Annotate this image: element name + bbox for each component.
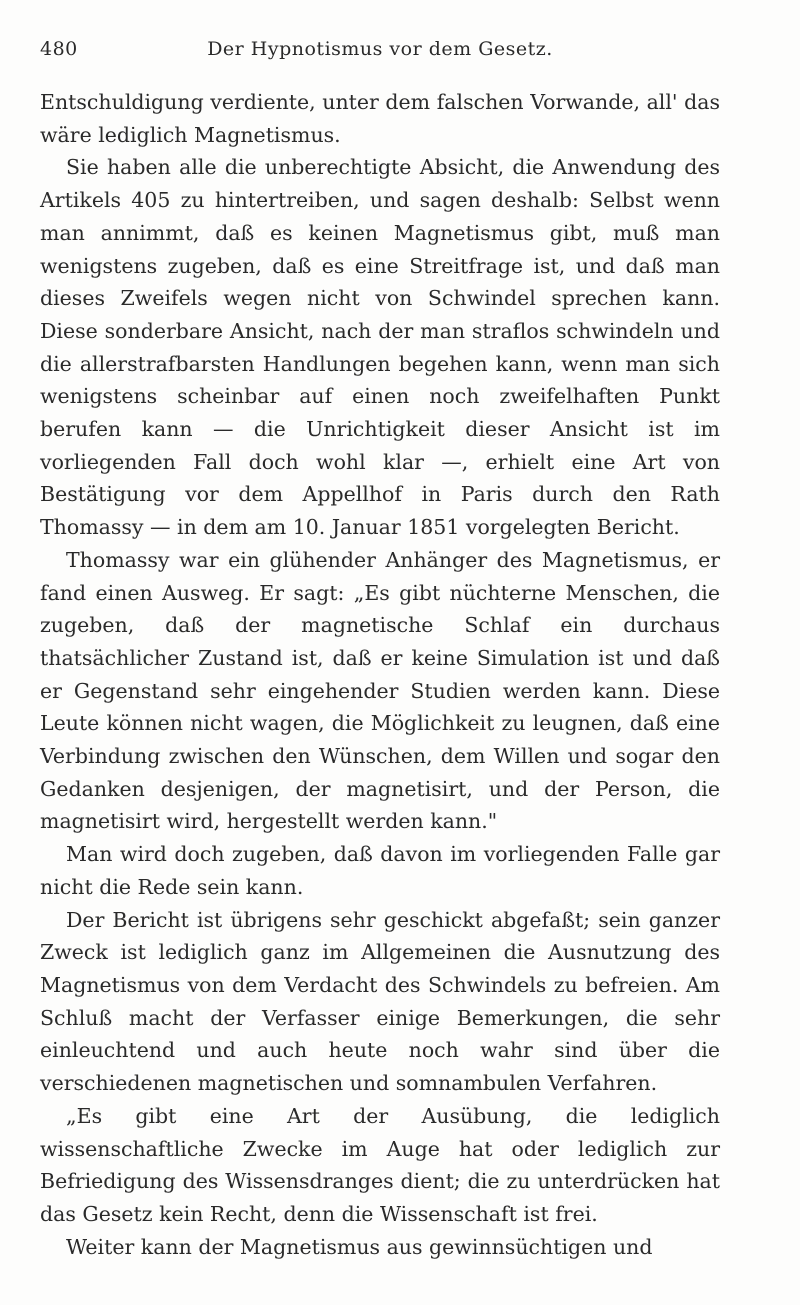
paragraph: „Es gibt eine Art der Ausübung, die lediglich wissenschaftliche Zwecke im Auge hat oder lediglich zur Befriedigung des Wissensdranges dient; die zu unterdrücken hat das Gesetz kein Recht, denn die Wissenschaft ist frei. [40,1103,720,1226]
paragraph: Thomassy war ein glühender Anhänger des Magnetismus, er fand einen Ausweg. Er sagt: „Es gibt nüchterne Menschen, die zugeben, daß der magnetische Schlaf ein durchaus thatsächlicher Zustand ist, daß er keine Simulation ist und daß er Gegenstand sehr eingehender Studien werden kann. Diese Leute können nicht wagen, die Möglichkeit zu leugnen, daß eine Verbindung zwischen den Wünschen, dem Willen und sogar den Gedanken desjenigen, der magnetisirt, und der Person, die magnetisirt wird, hergestellt werden kann." [40,547,720,834]
paragraph: Der Bericht ist übrigens sehr geschickt abgefaßt; sein ganzer Zweck ist lediglich ganz im Allgemeinen die Ausnutzung des Magnetismus von dem Verdacht des Schwindels zu befreien. Am Schluß macht der Verfasser einige Bemerkungen, die sehr einleuchtend und auch heute noch wahr sind über die verschiedenen magnetischen und somnambulen Verfahren. [40,907,720,1096]
paragraph: Weiter kann der Magnetismus aus gewinnsüchtigen und [66,1234,653,1259]
running-title: Der Hypnotismus vor dem Gesetz. [207,38,553,60]
paragraph: Sie haben alle die unberechtigte Absicht, die Anwendung des Artikels 405 zu hintertreiben, und sagen deshalb: Selbst wenn man annimmt, daß es keinen Magnetismus gibt, muß man wenigstens zugeben, daß es eine Streitfrage ist, und daß man dieses Zweifels wegen nicht von Schwindel sprechen kann. Diese sonderbare Ansicht, nach der man straflos schwindeln und die allerstrafbarsten Handlungen begehen kann, wenn man sich wenigstens scheinbar auf einen noch zweifelhaften Punkt berufen kann — die Unrichtigkeit dieser Ansicht ist im vorliegenden Fall doch wohl klar —, erhielt eine Art von Bestätigung vor dem Appellhof in Paris durch den Rath Thomassy — in dem am 10. Januar 1851 vorgelegten Bericht. [40,155,720,540]
running-head [40,38,720,68]
paragraph: Man wird doch zugeben, daß davon im vorliegenden Falle gar nicht die Rede sein kann. [40,842,720,899]
body-text [40,86,720,1263]
page-number: 480 [40,38,78,60]
paragraph-continuation: Entschuldigung verdiente, unter dem falschen Vorwande, all' das wäre lediglich Magnetismus. [40,90,720,147]
